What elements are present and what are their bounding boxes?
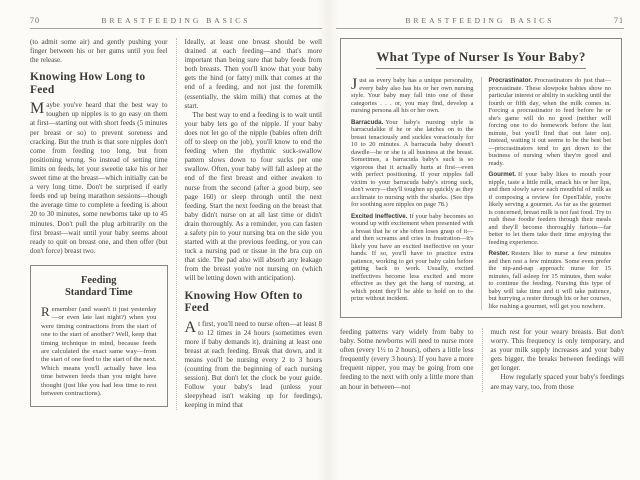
entry-excited-ineffective: Excited Ineffective. If your baby becomes so wound up with excitement when presented with a breast that he or she often loses grasp of it—and then screams and cries in frustration—it's likely you have an excited ineffective on your hands. If so, you'll have to practice extra patience, working to get your baby calm before getting back to work. Usually, excited ineffectives become less excited and more effective as they get the hang of nursing, at which point they'll be able to hold on to the prize without incident. — [351, 212, 474, 302]
entry-rester: Rester. Resters like to nurse a few minutes and then rest a few minutes. Some even prefer the nip-and-nap approach: nurse for 15 minutes, fall asleep for 15 minutes, then wake to continue the feeding. Nursing this type of baby will take time and it will take patience, but hurrying a rester through his or her courses, like rushing a gourmet, will get you nowhere. — [488, 250, 611, 310]
left-page-column-1 — [30, 38, 177, 410]
paragraph-continued: feeding patterns vary widely from baby to baby. Some newborns will need to nurse more often (every 1½ to 2 hours), others a little less frequently (every 3 hours). If you have a more frequent nipper, you may be going from one feeding to the next with only a little more than an hour in between—not — [340, 328, 474, 391]
paragraph: Just as every baby has a unique personality, every baby also has his or her own nursing style. Your baby may fall into one of these categories . . . or, you may find, develop a nursing persona all his or her own. — [351, 76, 474, 114]
dropcap: A — [184, 318, 197, 336]
paragraph: The best way to end a feeding is to wait until your baby lets go of the nipple. If your baby does not let go of the nipple (babies often drift off to sleep on the job), you'll know to end the feeding when the rhythmic suck-swallow pattern slows down to four sucks per one swallow. Often, your baby will fall asleep at the end of the first breast and either awaken to nurse from the second (after a good burp, see page 160) or sleep through until the next feeding. Start the next feeding on the breast that baby didn't nurse on at all last time or didn't drain thoroughly. As a reminder, you can fasten a safety pin to your nursing bra on the side you started with at the previous feeding, or you can tuck a nursing pad or tissue in the bra cup on that side. The pad also will absorb any leakage from the breast you're not nursing on (which will be letting down with anticipation). — [184, 110, 322, 283]
right-page-bottom-columns — [336, 328, 624, 392]
feature-box-title: What Type of Nurser Is Your Baby? — [351, 48, 611, 69]
paragraph-continued: (to admit some air) and gently pushing your finger between his or her gums until you feel the release. — [30, 38, 168, 65]
sidebar-box-feeding-standard-time — [30, 265, 168, 407]
header-rule — [336, 28, 624, 29]
paragraph: At first, you'll need to nurse often—at least 8 to 12 times in 24 hours (sometimes even more if baby demands it), draining at least one breast at each feeding. Break that down, and it means you'll be nursing every 2 to 3 hours (counting from the beginning of each nursing session). But don't let the clock be your guide. Follow your baby's lead (unless your sleepyhead isn't waking up for feedings), keeping in mind that — [184, 318, 322, 410]
paragraph: Ideally, at least one breast should be well drained at each feeding—and that's more important than being sure that baby feeds from both breasts. Then you'll know that your baby gets the hind (or fatty) milk that comes at the end of a feeding, and not just the foremilk (essentially, the skim milk) that comes at the start. — [184, 38, 322, 110]
sidebar-title: Feeding Standard Time — [64, 274, 133, 298]
dropcap: J — [351, 76, 358, 93]
paragraph: How regularly spaced your baby's feedings are may vary, too, from those — [490, 373, 624, 391]
feature-box-nurser-type — [340, 38, 622, 318]
entry-barracuda: Barracuda. Your baby's nursing style is barracudalike if he or she latches on to the breast tenaciously and suckles voraciously for 10 to 20 minutes. A barracuda baby doesn't dawdle—he or she is all business at the breast. Sometimes, a barracuda baby's suck is so vigorous that it actually hurts at first—even with perfect positioning. If your nipples fall victim to your barracuda baby's strong suck, don't worry—they'll toughen up quickly as they acclimate to nursing with the sharks. (See tips for soothing sore nipples on page 78.) — [351, 118, 474, 208]
page-number-right: 71 — [614, 16, 624, 25]
running-head-left — [30, 16, 322, 25]
running-head-right — [336, 16, 624, 25]
page-70 — [30, 16, 322, 470]
bottom-column-2 — [483, 328, 625, 392]
entry-gourmet: Gourmet. If your baby likes to mouth your nipple, taste a little milk, smack his or her lips, and then slowly savor each mouthful of milk as if composing a review for OpenTable, you're likely serving a gourmet. As far as the gourmet is concerned, breast milk is not fast food. Try to rush these foodie feeders through their meals and they'll become thoroughly furious—far better to let them take their time enjoying the feeding experience. — [488, 171, 611, 246]
feature-box-column-2 — [482, 77, 612, 310]
section-heading-how-long: Knowing How Long to Feed — [30, 71, 146, 96]
paragraph: much rest for your weary breasts. But don't worry. This frequency is only temporary, and as your milk supply increases and your baby gets bigger, the breaks between feedings will get longer. — [490, 328, 624, 373]
section-heading-how-often: Knowing How Often to Feed — [184, 289, 303, 315]
paragraph: Maybe you've heard that the best way to toughen up nipples is to go easy on them at first—starting out with short feeds (5 minutes per breast or so) to prevent soreness and cracking. But the truth is that sore nipples don't come from feeding too long, but from positioning wrong. So instead of setting time limits on feeds, let your sweetie take his or her sweet time at the breast—which initially can be a very long time. Don't be surprised if early feeds end up being marathon sessions—though the average time to complete a feeding is about 20 to 30 minutes, some newborns take up to 45 minutes. Don't pull the plug arbitrarily on the first breast—wait until your baby seems about ready to quit on breast one, and then offer (but don't force) breast two. — [30, 100, 168, 255]
bottom-column-1 — [336, 328, 483, 392]
dropcap: R — [41, 303, 50, 319]
running-head-title: BREASTFEEDING BASICS — [405, 16, 555, 25]
entry-procrastinator: Procrastinator. Procrastinators do just that—procrastinate. These slowpoke babies show no particular interest or ability in suckling until the fourth or fifth day, when the milk comes in. Forcing a procrastinator to feed before he or she's game will do no good (neither will forcing one to do homework before the last minute, but you'll find that out later on). Instead, waiting it out seems to be the best bet—procrastinators tend to get down to the business of nursing when they're good and ready. — [488, 77, 611, 167]
left-page-columns — [30, 38, 322, 410]
page-number-left: 70 — [30, 16, 40, 25]
left-page-column-2 — [177, 38, 323, 410]
dropcap: M — [30, 100, 45, 118]
feature-box-column-1 — [351, 77, 482, 310]
header-rule — [30, 28, 322, 29]
page-71 — [336, 16, 624, 470]
running-head-title: BREASTFEEDING BASICS — [101, 16, 251, 25]
sidebar-body: Remember (and wasn't it just yesterday—or even late last night?) when you were timing contractions from the start of one to the start of another? Well, keep that timing technique in mind, because feeds are calculated the exact same way—from the start of one feed to the start of the next. Which means you'll actually have less time between feeds than you might have thought (just like you had less time to rest between contractions). — [41, 303, 157, 397]
